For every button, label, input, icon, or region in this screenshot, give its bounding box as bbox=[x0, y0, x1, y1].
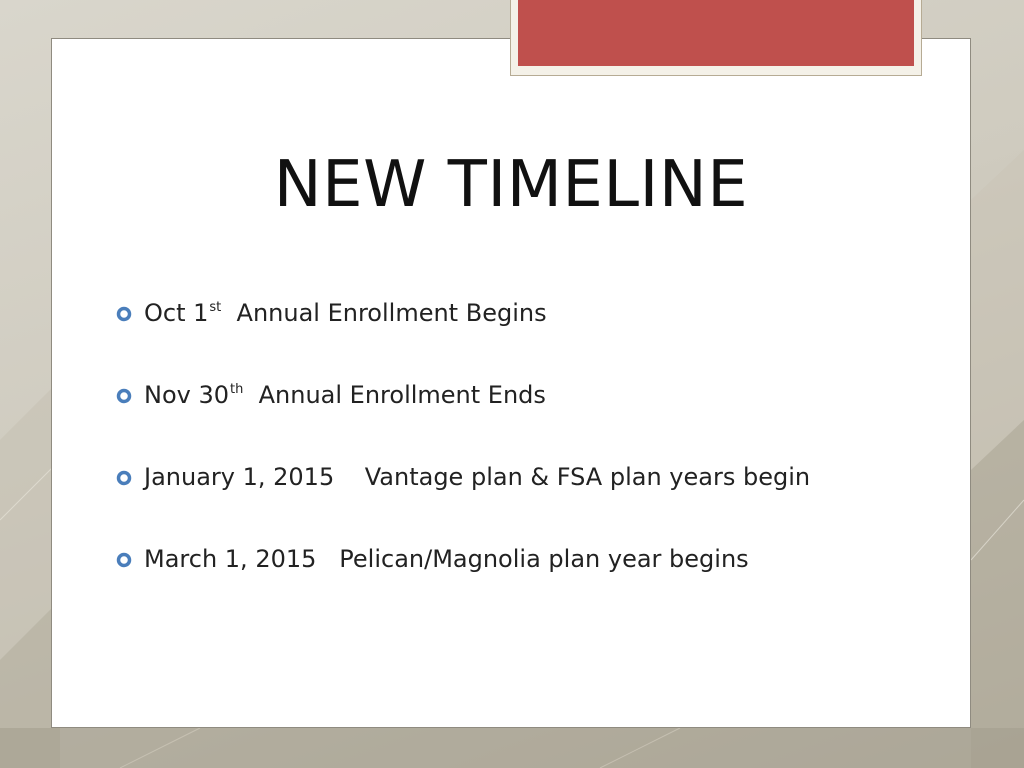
bullet-date: Nov 30 bbox=[144, 381, 230, 409]
bullet-ring-icon bbox=[112, 302, 136, 326]
bullet-text bbox=[144, 299, 547, 327]
bullet-item-annual-enrollment-begins bbox=[112, 296, 810, 330]
bullet-date: Oct 1 bbox=[144, 299, 209, 327]
bullet-item-pelican-magnolia-plan-year bbox=[112, 542, 810, 576]
bullet-ring-icon bbox=[112, 548, 136, 572]
bullet-ring-icon bbox=[112, 466, 136, 490]
bullet-description: Annual Enrollment Begins bbox=[221, 299, 547, 327]
ordinal-suffix: th bbox=[230, 382, 244, 397]
bullet-text: March 1, 2015 Pelican/Magnolia plan year begins bbox=[144, 545, 749, 573]
bullet-text bbox=[144, 381, 546, 409]
accent-bar bbox=[518, 0, 914, 66]
bullet-description: Annual Enrollment Ends bbox=[243, 381, 546, 409]
ordinal-suffix: st bbox=[209, 300, 222, 315]
bullet-item-plan-years-begin bbox=[112, 460, 810, 494]
bullet-list bbox=[112, 296, 810, 624]
slide-title: NEW TIMELINE bbox=[273, 148, 749, 222]
bullet-text: January 1, 2015 Vantage plan & FSA plan years begin bbox=[144, 463, 811, 491]
bullet-item-annual-enrollment-ends bbox=[112, 378, 810, 412]
bullet-ring-icon bbox=[112, 384, 136, 408]
